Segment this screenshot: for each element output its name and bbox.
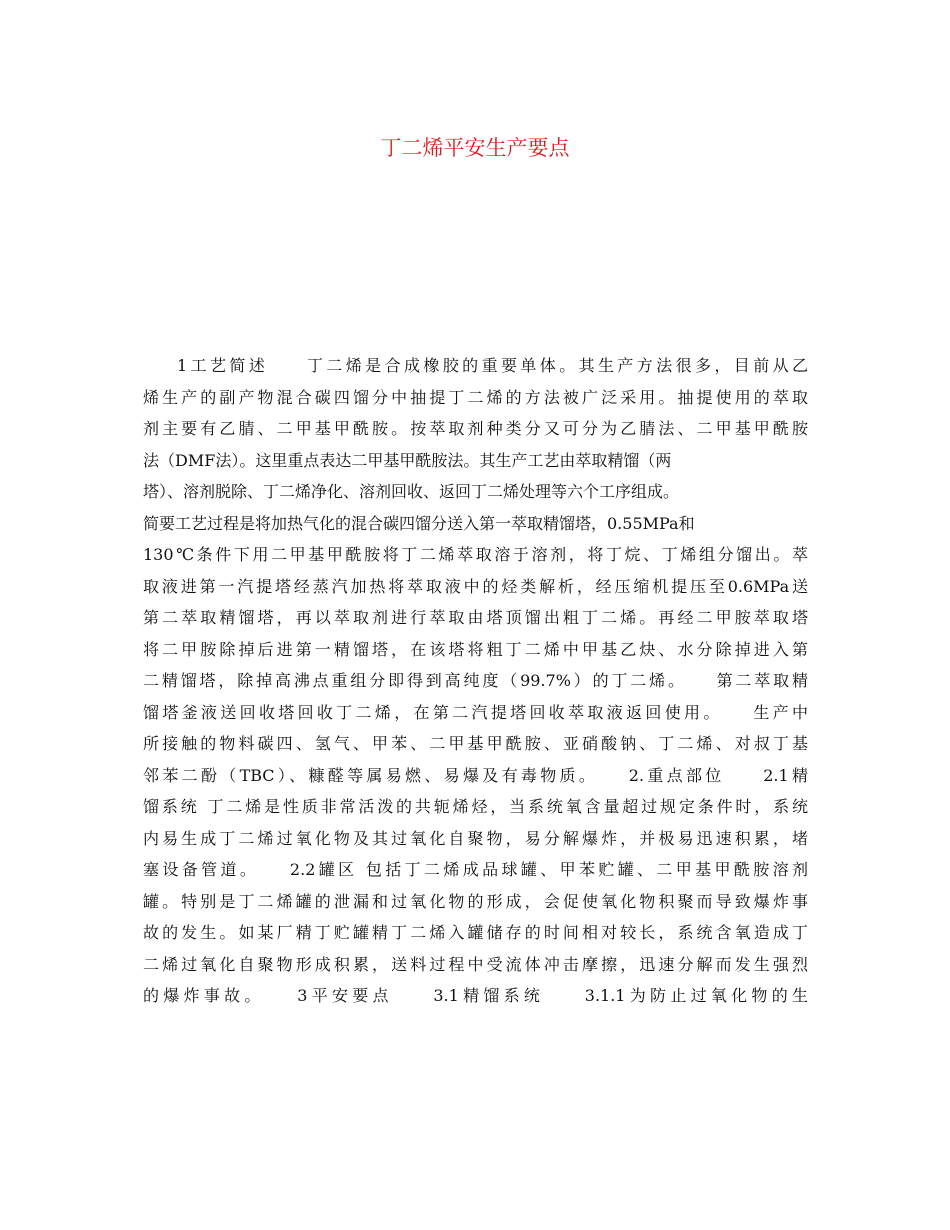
body-line: 取液进第一汽提塔经蒸汽加热将萃取液中的烃类解析，经压缩机提压至0.6MPa送 [143,576,808,596]
document-title: 丁二烯平安生产要点 [380,136,570,160]
body-line: 所接触的物料碳四、氢气、甲苯、二甲基甲酰胺、亚硝酸钠、丁二烯、对叔丁基 [143,734,808,753]
body-line: 邻苯二酚（TBC）、糠醛等属易燃、易爆及有毒物质。 2.重点部位 2.1精 [143,765,808,785]
body-line: 简要工艺过程是将加热气化的混合碳四馏分送入第一萃取精馏塔，0.55MPa和 [143,513,695,533]
body-line: 馏塔釜液送回收塔回收丁二烯，在第二汽提塔回收萃取液返回使用。 生产中 [143,702,808,722]
body-line: 法（DMF法）。这里重点表达二甲基甲酰胺法。其生产工艺由萃取精馏（两 [143,450,672,470]
body-line: 罐。特别是丁二烯罐的泄漏和过氧化物的形成，会促使氧化物积聚而导致爆炸事 [143,891,808,911]
body-line: 二烯过氧化自聚物形成积累，送料过程中受流体冲击摩擦，迅速分解而发生强烈 [143,954,808,974]
document-body [143,350,808,1012]
body-line: 塔）、溶剂脱除、丁二烯净化、溶剂回收、返回丁二烯处理等六个工序组成。 [143,482,680,501]
body-line: 故的发生。如某厂精丁贮罐精丁二烯入罐储存的时间相对较长，系统含氧造成丁 [143,923,808,942]
body-line: 二精馏塔，除掉高沸点重组分即得到高纯度（99.7%）的丁二烯。 第二萃取精 [143,671,808,690]
body-line: 馏系统 丁二烯是性质非常活泼的共轭烯烃，当系统氧含量超过规定条件时，系统 [143,797,808,816]
body-line: 将二甲胺除掉后进第一精馏塔，在该塔将粗丁二烯中甲基乙炔、水分除掉进入第 [143,639,808,659]
body-line: 塞设备管道。 2.2罐区 包括丁二烯成品球罐、甲苯贮罐、二甲基甲酰胺溶剂 [143,860,808,879]
body-line: 剂主要有乙腈、二甲基甲酰胺。按萃取剂种类分又可分为乙腈法、二甲基甲酰胺 [143,419,808,438]
body-line: 的爆炸事故。 3平安要点 3.1精馏系统 3.1.1为防止过氧化物的生 [143,986,808,1005]
body-line: 内易生成丁二烯过氧化物及其过氧化自聚物，易分解爆炸，并极易迅速积累，堵 [143,828,808,848]
body-line: 第二萃取精馏塔，再以萃取剂进行萃取由塔顶馏出粗丁二烯。再经二甲胺萃取塔 [143,608,808,627]
body-line: 烯生产的副产物混合碳四馏分中抽提丁二烯的方法被广泛采用。抽提使用的萃取 [143,387,808,407]
body-line: 130℃条件下用二甲基甲酰胺将丁二烯萃取溶于溶剂，将丁烷、丁烯组分馏出。萃 [143,545,808,564]
body-line: 1工艺简述 丁二烯是合成橡胶的重要单体。其生产方法很多，目前从乙 [177,356,808,375]
